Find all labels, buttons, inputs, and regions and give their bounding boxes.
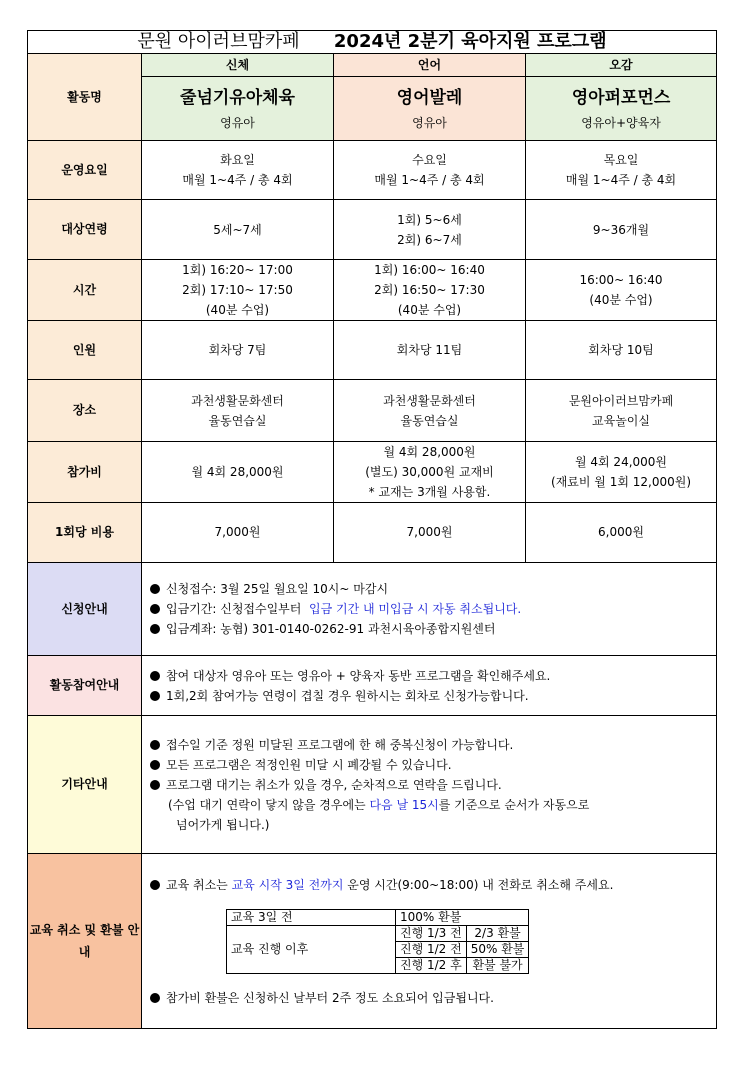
refund-rate: 환불 불가 (466, 957, 529, 973)
capacity-2: 회차당 11팀 (334, 321, 526, 380)
other-info: 접수일 기준 정원 미달된 프로그램에 한 해 중복신청이 가능합니다. 모든 프로그램은 적정인원 미달 시 폐강될 수 있습니다. 프로그램 대기는 취소가 있을 경우, 순차적으로 연락을 드립니다. (수업 대기 연락이 닿지 않을 경우에는 다음 날 15시를 기준으로 순서가 자동으로 넘어가게 됩니다.) (142, 716, 717, 854)
program-table (27, 30, 717, 1029)
refund-info: 교육 취소는 교육 시작 3일 전까지 운영 시간(9:00~18:00) 내 전화로 취소해 주세요. 교육 3일 전 100% 환불 교육 진행 이후 진행 1/3 전 2/3 환불 진행 1/2 전 50% 환불 진행 1/2 후 환불 불가 참가비 환불은 신청하신 날부터 2주 정도 소요되어 입금됩니다. (142, 854, 717, 1029)
program-3-target: 영유아+양육자 (581, 115, 661, 130)
label-age: 대상연령 (28, 200, 142, 260)
time-1: 1회) 16:20~ 17:00 2회) 17:10~ 17:50 (40분 수업) (142, 260, 334, 321)
program-1 (142, 77, 334, 141)
label-participate: 활동참여안내 (28, 656, 142, 716)
program-3 (526, 77, 717, 141)
program-1-target: 영유아 (220, 115, 255, 130)
label-refund: 교육 취소 및 환불 안내 (28, 854, 142, 1029)
apply-info: 신청접수: 3월 25일 월요일 10시~ 마감시 입금기간: 신청접수일부터 입금 기간 내 미입금 시 자동 취소됩니다. 입금계좌: 농협) 301-0140-0262-91 과천시육아종합지원센터 (142, 563, 717, 656)
refund-rate: 50% 환불 (466, 941, 529, 957)
title-cafe: 문원 아이러브맘카페 (137, 31, 300, 52)
bullet-icon (150, 671, 160, 681)
age-3: 9~36개월 (526, 200, 717, 260)
label-time: 시간 (28, 260, 142, 321)
bullet-icon (150, 760, 160, 770)
bullet-icon (150, 880, 160, 890)
refund-stage: 진행 1/2 전 (396, 941, 467, 957)
bullet-icon (150, 691, 160, 701)
refund-rate: 2/3 환불 (466, 925, 529, 941)
per-cost-1: 7,000원 (142, 503, 334, 563)
refund-before-value: 100% 환불 (396, 909, 529, 925)
per-cost-3: 6,000원 (526, 503, 717, 563)
label-other: 기타안내 (28, 716, 142, 854)
label-fee: 참가비 (28, 442, 142, 503)
label-place: 장소 (28, 380, 142, 442)
bullet-icon (150, 740, 160, 750)
refund-table (226, 909, 529, 974)
place-1: 과천생활문화센터 율동연습실 (142, 380, 334, 442)
capacity-1: 회차당 7팀 (142, 321, 334, 380)
place-3: 문원아이러브맘카페 교육놀이실 (526, 380, 717, 442)
label-activity: 활동명 (28, 54, 142, 141)
label-apply: 신청안내 (28, 563, 142, 656)
bullet-icon (150, 604, 160, 614)
label-per-cost: 1회당 비용 (28, 503, 142, 563)
time-2: 1회) 16:00~ 16:40 2회) 16:50~ 17:30 (40분 수업) (334, 260, 526, 321)
age-1: 5세~7세 (142, 200, 334, 260)
per-cost-2: 7,000원 (334, 503, 526, 563)
fee-2: 월 4회 28,000원 (별도) 30,000원 교재비 * 교재는 3개월 사용함. (334, 442, 526, 503)
refund-stage: 진행 1/2 후 (396, 957, 467, 973)
fee-1: 월 4회 28,000원 (142, 442, 334, 503)
bullet-icon (150, 584, 160, 594)
refund-after-label: 교육 진행 이후 (227, 925, 396, 973)
days-1: 화요일 매월 1~4주 / 총 4회 (142, 141, 334, 200)
place-2: 과천생활문화센터 율동연습실 (334, 380, 526, 442)
category-3: 오감 (526, 54, 717, 77)
age-2: 1회) 5~6세 2회) 6~7세 (334, 200, 526, 260)
title-program: 2024년 2분기 육아지원 프로그램 (333, 31, 607, 52)
program-3-name: 영아퍼포먼스 (571, 87, 671, 108)
program-2-name: 영어발레 (396, 87, 463, 108)
refund-stage: 진행 1/3 전 (396, 925, 467, 941)
program-1-name: 줄넘기유아체육 (180, 87, 295, 108)
page-title (28, 31, 717, 54)
capacity-3: 회차당 10팀 (526, 321, 717, 380)
category-1: 신체 (142, 54, 334, 77)
fee-3: 월 4회 24,000원 (재료비 월 1회 12,000원) (526, 442, 717, 503)
participate-info: 참여 대상자 영유아 또는 영유아 + 양육자 동반 프로그램을 확인해주세요. 1회,2회 참여가능 연령이 겹칠 경우 원하시는 회차로 신청가능합니다. (142, 656, 717, 716)
program-2 (334, 77, 526, 141)
time-3: 16:00~ 16:40 (40분 수업) (526, 260, 717, 321)
label-capacity: 인원 (28, 321, 142, 380)
days-2: 수요일 매월 1~4주 / 총 4회 (334, 141, 526, 200)
category-2: 언어 (334, 54, 526, 77)
days-3: 목요일 매월 1~4주 / 총 4회 (526, 141, 717, 200)
bullet-icon (150, 624, 160, 634)
bullet-icon (150, 780, 160, 790)
refund-before-label: 교육 3일 전 (227, 909, 396, 925)
program-2-target: 영유아 (412, 115, 447, 130)
bullet-icon (150, 993, 160, 1003)
label-days: 운영요일 (28, 141, 142, 200)
